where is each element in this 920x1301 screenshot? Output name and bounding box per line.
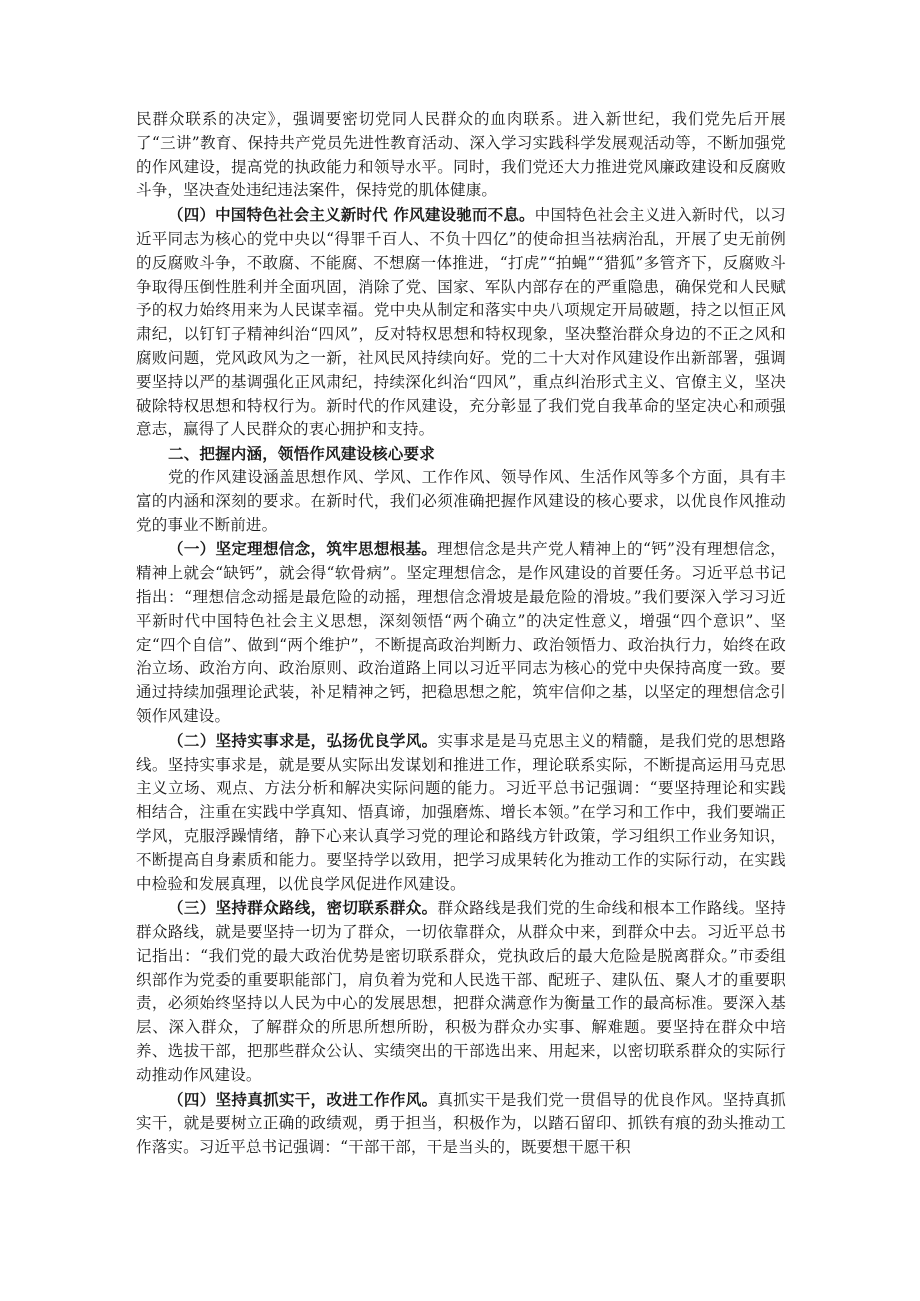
paragraph	[136, 896, 786, 1087]
paragraph-text: 理想信念是共产党人精神上的“钙”没有理想信念，精神上就会“缺钙”，就会得“软骨病”。坚定理想信念，是作风建设的首要任务。习近平总书记指出：“理想信念动摇是最危险的动摇，理想信念滑坡是最危险的滑坡。”我们要深入学习习近平新时代中国特色社会主义思想，深刻领悟“两个确立”的决定性意义，增强“四个意识”、坚定“四个自信”、做到“两个维护”，不断提高政治判断力、政治领悟力、政治执行力，始终在政治立场、政治方向、政治原则、政治道路上同以习近平同志为核心的党中央保持高度一致。要通过持续加强理论武装，补足精神之钙，把稳思想之舵，筑牢信仰之基，以坚定的理想信念引领作风建设。	[136, 540, 787, 725]
paragraph-lead: （一）坚定理想信念，筑牢思想根基。	[168, 539, 438, 559]
document-body	[136, 108, 786, 1160]
paragraph	[136, 1088, 786, 1160]
paragraph-lead: （二）坚持实事求是，弘扬优良学风。	[168, 730, 438, 750]
paragraph-lead: （四）坚持真抓实干，改进工作作风。	[168, 1089, 438, 1109]
paragraph-lead: （四）中国特色社会主义新时代 作风建设驰而不息。	[168, 205, 535, 225]
paragraph	[136, 537, 786, 728]
section-heading: 二、把握内涵，领悟作风建设核心要求	[168, 444, 435, 464]
paragraph	[136, 108, 786, 203]
paragraph-text: 民群众联系的决定》，强调要密切党同人民群众的血肉联系。进入新世纪，我们党先后开展了“三讲”教育、保持共产党员先进性教育活动、深入学习实践科学发展观活动等，不断加强党的作风建设，提高党的执政能力和领导水平。同时，我们党还大力推进党风廉政建设和反腐败斗争，坚决查处违纪违法案件，保持党的肌体健康。	[136, 110, 786, 200]
paragraph	[136, 729, 786, 897]
paragraph	[136, 203, 786, 442]
paragraph-lead: （三）坚持群众路线，密切联系群众。	[168, 898, 438, 918]
paragraph-text: 党的作风建设涵盖思想作风、学风、工作作风、领导作风、生活作风等多个方面，具有丰富的内涵和深刻的要求。在新时代，我们必须准确把握作风建设的核心要求，以优良作风推动党的事业不断前进。	[136, 467, 786, 534]
paragraph-text: 群众路线是我们党的生命线和根本工作路线。坚持群众路线，就是要坚持一切为了群众，一切依靠群众，从群众中来，到群众中去。习近平总书记指出：“我们党的最大政治优势是密切联系群众，党执政后的最大危险是脱离群众。”市委组织部作为党委的重要职能部门，肩负着为党和人民选干部、配班子、建队伍、聚人才的重要职责，必须始终坚持以人民为中心的发展思想，把群众满意作为衡量工作的最高标准。要深入基层、深入群众，了解群众的所思所想所盼，积极为群众办实事、解难题。要坚持在群众中培养、选拔干部，把那些群众公认、实绩突出的干部选出来、用起来，以密切联系群众的实际行动推动作风建设。	[136, 899, 786, 1084]
paragraph-text: 实事求是是马克思主义的精髓，是我们党的思想路线。坚持实事求是，就是要从实际出发谋划和推进工作，理论联系实际，不断提高运用马克思主义立场、观点、方法分析和解决实际问题的能力。习近平总书记强调：“要坚持理论和实践相结合，注重在实践中学真知、悟真谛，加强磨炼、增长本领。”在学习和工作中，我们要端正学风，克服浮躁情绪，静下心来认真学习党的理论和路线方针政策，学习组织工作业务知识，不断提高自身素质和能力。要坚持学以致用，把学习成果转化为推动工作的实际行动，在实践中检验和发展真理，以优良学风促进作风建设。	[136, 731, 786, 893]
paragraph	[136, 466, 786, 537]
paragraph-text: 中国特色社会主义进入新时代，以习近平同志为核心的党中央以“得罪千百人、不负十四亿”的使命担当祛病治乱，开展了史无前例的反腐败斗争，不敢腐、不能腐、不想腐一体推进，“打虎”“拍蝇”“猎狐”多管齐下，反腐败斗争取得压倒性胜利并全面巩固，消除了党、国家、军队内部存在的严重隐患，确保党和人民赋予的权力始终用来为人民谋幸福。党中央从制定和落实中央八项规定开局破题，持之以恒正风肃纪，以钉钉子精神纠治“四风”，反对特权思想和特权现象，坚决整治群众身边的不正之风和腐败问题，党风政风为之一新，社风民风持续向好。党的二十大对作风建设作出新部署，强调要坚持以严的基调强化正风肃纪，持续深化纠治“四风”，重点纠治形式主义、官僚主义，坚决破除特权思想和特权行为。新时代的作风建设，充分彰显了我们党自我革命的坚定决心和顽强意志，赢得了人民群众的衷心拥护和支持。	[136, 206, 787, 439]
paragraph-text: 真抓实干是我们党一贯倡导的优良作风。坚持真抓实干，就是要树立正确的政绩观，勇于担当，积极作为，以踏石留印、抓铁有痕的劲头推动工作落实。习近平总书记强调：“干部干部，干是当头的，既要想干愿干积	[136, 1090, 786, 1157]
